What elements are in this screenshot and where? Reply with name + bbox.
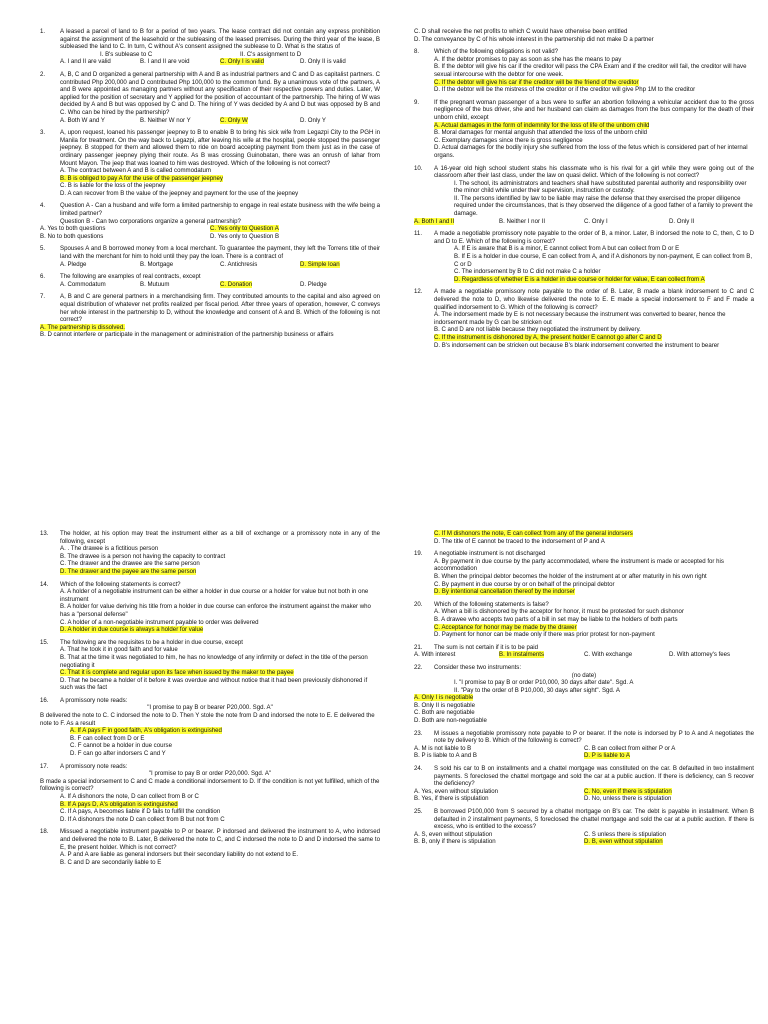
- question-text: A, upon request, loaned his passenger jeepney to B to enable B to bring his sick wife from Legazpi City to the PGH in Manila for treatment. On the way back to Legazpi, after leaving his wife at the hospital, people stopped the passenger jeepney. B stopped for them and allowed them to ride on board accepting payment from them just as in the case of ordinary passenger jeepney plying their route. As B was crossing Guinobatan, there was an onrush of lahar from Mount Mayon. The jeep that was loaned to him was destroyed. Which of the following is not correct?: [60, 129, 380, 167]
- instrument-one: I. "I promise to pay B or order P10,000, 30 days after date". Sgd. A: [454, 679, 634, 687]
- choice-c: C. F cannot be a holder in due course: [70, 742, 172, 750]
- choice-a: A. I and II are valid: [60, 58, 111, 66]
- choice-b: B. C and D are secondarily liable to E: [60, 858, 162, 866]
- choice-b: B. B, only if there is stipulation: [414, 838, 496, 846]
- choice-c-highlighted: C. Only W: [220, 116, 248, 124]
- choice-b-highlighted: B. If A pays D, A's obligation is extinguished: [60, 800, 178, 808]
- choice-a: A. If E is aware that B is a minor, E cannot collect from A but can collect from D or E: [454, 245, 680, 253]
- question-number: 15.: [40, 638, 49, 646]
- choice-d: D. Only II: [669, 217, 695, 225]
- choice-c: C. B can collect from either P or A: [584, 744, 676, 752]
- choice-a: A. If the debtor promises to pay as soon as she has the means to pay: [434, 55, 622, 63]
- question-number: 9.: [414, 98, 420, 106]
- question-22: [414, 664, 754, 725]
- choice-d-highlighted: D. B, even without stipulation: [584, 838, 663, 846]
- choice-b: B. Neither I nor II: [499, 217, 546, 225]
- choice-b: B. Mortgage: [140, 260, 174, 268]
- choice-b: B. That at the time it was negotiated to him, he has no knowledge of any infirmity or defect in the title of the person negotiating it: [60, 653, 368, 669]
- question-2: [40, 71, 380, 124]
- question-number: 13.: [40, 530, 49, 537]
- choice-a-highlighted: A. The partnership is dissolved.: [40, 323, 125, 331]
- choice-b: B. A drawee who accepts two parts of a bill in set may be liable to the holders of both parts: [434, 615, 678, 623]
- question-text: The following are the requisites to be a holder in due course, except: [60, 638, 243, 646]
- question-text: Which of the following obligations is not valid?: [434, 48, 558, 56]
- choice-b: B. When the principal debtor becomes the holder of the instrument at or after maturity in his own right: [434, 572, 707, 580]
- sub-item: II. C's assignment to D: [240, 50, 302, 58]
- choice-b: B. If E is a holder in due course, E can collect from A, and if A dishonors by non-payment, E can collect from B, C or D: [454, 253, 753, 268]
- choice-b: B. Mutuum: [140, 280, 170, 288]
- choice-d: D. Both are non-negotiable: [414, 717, 487, 725]
- choice-d: D. If the debtor will be the mistress of the creditor or if the creditor will give Php 1M to the creditor: [434, 86, 696, 94]
- choice-c-highlighted: C. No, even if there is stipulation: [584, 787, 672, 795]
- choice-d-highlighted: D. Simple loan: [300, 260, 340, 268]
- question-number: 7.: [40, 293, 46, 301]
- question-number: 17.: [40, 762, 49, 770]
- sub-item: Question B - Can two corporations organize a general partnership?: [60, 217, 241, 225]
- choice-c: C. A holder of a non-negotiable instrument payable to order was delivered: [60, 618, 259, 626]
- choice-a: A. Both W and Y: [60, 116, 105, 124]
- choice-d-highlighted: D. The drawer and the payee are the same person: [60, 567, 197, 575]
- choice-d: D. With attorney's fees: [669, 651, 731, 659]
- choice-b: B. Only II is negotiable: [414, 701, 475, 709]
- choice-a: A. Pledge: [60, 260, 87, 268]
- top-left-column: [40, 28, 380, 344]
- choice-a: A. S, even without stipulation: [414, 830, 493, 838]
- question-15: [40, 639, 380, 692]
- question-text: S sold his car to B on installments and a chattel mortgage was constituted on the car. B defaulted in two installment payments. S foreclosed the chattel mortgage and sold the car at a public auction. If there is deficiency, can S recover the deficiency?: [434, 765, 754, 788]
- choice-c: C. If A pays, A becomes liable if D fails to fulfill the condition: [60, 808, 221, 816]
- note-text: "I promise to pay B or order P20,000. Sgd. A": [148, 770, 272, 778]
- top-half: [0, 28, 768, 488]
- question-text: The sum is not certain if it is to be paid: [434, 643, 538, 651]
- choice-a: A. If A dishonors the note, D can collect from B or C: [60, 793, 199, 800]
- question-text: A, B and C are general partners in a merchandising firm. They contributed amounts to the capital and also agreed on equal distribution of whatever net profits realized per fiscal period. After three years of operation, however, C conveys her whole interest in the partnership to D, without the knowledge and consent of A and B. Which of the following is not correct?: [60, 293, 380, 324]
- question-20: [414, 601, 754, 639]
- choice-b: B. If the debtor will give his car if the creditor will pass the CPA Exam and if the creditor will fail, the creditor will have sexual intercourse with the debtor for one week.: [434, 63, 747, 78]
- question-text: A 16-year old high school student stabs his classmate who is his rival for a girl while they were going out of the classroom after their last class, under the law on quasi delict. Which of the following is not correct?: [434, 164, 754, 180]
- choice-b: B. F can collect from D or E: [70, 734, 145, 742]
- choice-c: C. Both are negotiable: [414, 709, 475, 717]
- choice-a: A. Yes to both questions: [40, 225, 106, 233]
- choice-a-highlighted: A. Actual damages in the form of indemnity for the loss of life of the unborn child: [434, 121, 650, 129]
- bottom-right-column: [414, 530, 754, 851]
- choice-a: A. Yes, even without stipulation: [414, 787, 499, 795]
- question-number: 2.: [40, 70, 46, 78]
- top-right-column: [414, 28, 754, 354]
- choice-b: B. Yes, if there is stipulation: [414, 795, 489, 803]
- question-text: Consider these two instruments:: [434, 663, 522, 671]
- choice-a: A. A holder of a negotiable instrument can be either a holder in due course or a holder for value but not both in one instrument: [60, 588, 369, 603]
- question-text: A made a negotiable promissory note payable to the order of B. Later, B made a blank indorsement to C and C delivered the note to D, who likewise delivered the note to E. E made a special indorsement to F and F made a qualified indorsement to G. Which of the following is correct?: [434, 288, 754, 311]
- question-17: [40, 763, 380, 824]
- choice-d-highlighted: D. P is liable to A: [584, 752, 630, 760]
- question-text: A promissory note reads:: [60, 762, 128, 770]
- choice-c-highlighted: C. If M dishonors the note, E can collect from any of the general indorsers: [434, 530, 633, 537]
- choice-a: A. That he took it in good faith and for value: [60, 646, 178, 654]
- choice-c-highlighted: C. Acceptance for honor may be made by the drawer: [434, 623, 577, 631]
- question-number: 6.: [40, 273, 46, 281]
- choice-d: D. Actual damages for the bodily injury she suffered from the loss of the fetus which is considered part of her internal organs.: [434, 144, 748, 159]
- choice-d: D. A can recover from B the value of the jeepney and payment for the use of the jeepney: [60, 189, 299, 197]
- question-23: [414, 730, 754, 760]
- question-number: 21.: [414, 643, 423, 651]
- choice-d: D. B's indorsement can be stricken out because B's blank indorsement converted the instrument to bearer: [434, 341, 720, 349]
- choice-a-highlighted: A. Both I and II: [414, 217, 455, 225]
- question-7: [40, 293, 380, 339]
- choice-d: D. The title of E cannot be traced to the indorsement of P and A: [434, 537, 605, 545]
- question-number: 18.: [40, 828, 49, 836]
- choice-c-highlighted: C. If the debtor will give his car if the creditor will be the friend of the creditor: [434, 78, 639, 86]
- question-number: 11.: [414, 230, 423, 238]
- question-4: [40, 202, 380, 240]
- choice-d: D. If A dishonors the note D can collect from B but not from C: [60, 815, 225, 823]
- choice-a: A. When a bill is dishonored by the acceptor for honor, it must be protested for such dishonor: [434, 608, 684, 616]
- choice-c-highlighted: C. Donation: [220, 280, 253, 288]
- choice-d: D. Pledge: [300, 280, 327, 288]
- choice-d: D. Yes only to Question B: [210, 232, 280, 240]
- choice-a: A. Commodatum: [60, 280, 106, 288]
- question-text: Question A - Can a husband and wife form a limited partnership to engage in real estate business with the wife being a limited partner?: [60, 202, 380, 218]
- question-19: [414, 550, 754, 596]
- question-text: Spouses A and B borrowed money from a local merchant. To guarantee the payment, they left the Torrens title of their land with the merchant for him to hold until they pay the loan. There is a contract of: [60, 245, 380, 261]
- choice-a-highlighted: A. If A pays F in good faith, A's obligation is extinguished: [70, 727, 222, 735]
- choice-a: A. With interest: [414, 651, 456, 659]
- question-text: Which of the following statements is false?: [434, 600, 549, 608]
- question-number: 5.: [40, 245, 46, 253]
- question-number: 22.: [414, 663, 423, 671]
- choice-b: B. A holder for value deriving his title from a holder in due course can enforce the instrument against the maker who has a "personal defense": [60, 603, 371, 618]
- choice-b: B. Neither W nor Y: [140, 116, 191, 124]
- choice-a: A. The contract between A and B is called commodatum: [60, 167, 211, 175]
- question-number: 10.: [414, 164, 423, 172]
- choice-d-highlighted: D. Regardless of whether E is a holder in due course or holder for value, E can collect from A: [454, 275, 705, 283]
- question-5: [40, 245, 380, 268]
- question-number: 12.: [414, 288, 423, 296]
- instrument-two: II. "Pay to the order of B P10,000, 30 days after sight". Sgd. A: [454, 686, 620, 694]
- choice-b: B. P is liable to A and B: [414, 752, 477, 760]
- question-number: 16.: [40, 696, 49, 704]
- choice-a-highlighted: A. Only I is negotiable: [414, 694, 474, 702]
- question-text: A, B, C and D organized a general partnership with A and B as industrial partners and C and D as capitalist partners. C contributed Php 200,000 and D contributed Php 100,000 to the common fund. By a unanimous vote of the partners, A and B were appointed as managing partners without any specification of their respective powers and duties. Later, W applied for the position of secretary and Y applied for the position of accountant of the partnership. The hiring of W was decided by A and B but was opposed by C and D. The hiring of Y was decided by A and D but was opposed by B and C. Who can be hired by the partnership?: [60, 70, 380, 116]
- question-text: The holder, at his option may treat the instrument either as a bill of exchange or a promissory note in any of the following, except: [60, 530, 380, 545]
- question-12: [414, 288, 754, 349]
- question-number: 19.: [414, 550, 423, 558]
- choice-d: D. That he became a holder of it before it was overdue and without notice that it had been previously dishonored if such was the fact: [60, 676, 368, 692]
- choice-c: C. The drawer and the drawee are the same person: [60, 560, 200, 568]
- choice-b: B. Moral damages for mental anguish that attended the loss of the unborn child: [434, 129, 648, 137]
- sub-item: II. The persons identified by law to be liable may raise the defense that they exercised the proper diligence required under the circumstances, that is they observed the diligence of a good father of a family to prevent the damage.: [454, 194, 753, 218]
- question-number: 4.: [40, 202, 46, 210]
- question-text: If the pregnant woman passenger of a bus were to suffer an abortion following a vehicular accident due to the gross negligence of the bus driver, she and her husband can claim as damages from the bus company for the death of their unborn child, except: [434, 98, 754, 121]
- choice-c: C. Antichresis: [220, 260, 258, 268]
- choice-c: C. By payment in due course by or on behalf of the principal debtor: [434, 580, 615, 588]
- question-8: [414, 48, 754, 94]
- choice-d-highlighted: D. A holder in due course is always a holder for value: [60, 626, 204, 634]
- question-number: 24.: [414, 765, 423, 773]
- choice-b-highlighted: B. B is obliged to pay A for the use of the passenger jeepney: [60, 174, 223, 182]
- choice-c: C. With exchange: [584, 651, 633, 659]
- question-number: 3.: [40, 129, 46, 137]
- choice-d: D. No, unless there is stipulation: [584, 795, 672, 803]
- choice-b: B. The drawee is a person not having the capacity to contract: [60, 552, 226, 560]
- question-number: 20.: [414, 600, 423, 608]
- question-18: [40, 828, 380, 866]
- choice-c-highlighted: C. That it is complete and regular upon its face when issued by the maker to the payee: [60, 669, 294, 677]
- choice-c: C. S unless there is stipulation: [584, 830, 666, 838]
- question-number: 8.: [414, 48, 420, 56]
- choice-c: C. D shall receive the net profits to which C would have otherwise been entitled: [414, 28, 628, 35]
- choice-d: D. The conveyance by C of his whole interest in the partnership did not make D a partner: [414, 35, 654, 43]
- choice-c: C. Only I: [584, 217, 608, 225]
- sub-item: I. The school, its administrators and teachers shall have substituted parental authority and responsibility over the minor child while under their supervision, instruction or custody.: [454, 179, 747, 195]
- sub-item: B delivered the note to C. C indorsed the note to D. Then Y stole the note from D and indorsed the note to E. E delivered the note to F. As a result: [40, 712, 375, 727]
- choice-b: B. D cannot interfere or participate in the management or administration of the partnership business or affairs: [40, 331, 334, 339]
- choice-a: A. . The drawee is a fictitious person: [60, 545, 159, 553]
- choice-d: D. Only II is valid: [300, 58, 346, 66]
- question-6: [40, 273, 380, 288]
- question-13: [40, 530, 380, 576]
- question-9: [414, 99, 754, 160]
- question-21: [414, 644, 754, 659]
- question-24: [414, 765, 754, 803]
- choice-b: B. No to both questions: [40, 232, 104, 240]
- choice-b: B. I and II are void: [140, 58, 190, 66]
- bottom-left-column: [40, 530, 380, 871]
- choice-c-highlighted: C. Only I is valid: [220, 58, 265, 66]
- choice-d: D. Only Y: [300, 116, 326, 124]
- choice-b: B. C and D are not liable because they negotiated the instrument by delivery.: [434, 326, 641, 334]
- sub-item: B made a special indorsement to C and C made a conditional indorsement to D. If the condition is not yet fulfilled, which of the following is correct?: [40, 777, 380, 793]
- question-text: The following are examples of real contracts, except: [60, 273, 201, 281]
- question-18-continued: [414, 530, 754, 545]
- bottom-half: [0, 530, 768, 1020]
- choice-d: D. Payment for honor can be made only if there was prior protest for non-payment: [434, 631, 655, 639]
- question-10: [414, 165, 754, 226]
- question-3: [40, 129, 380, 197]
- question-text: Missued a negotiable instrument payable to P or bearer. P indorsed and delivered the instrument to A, who indorsed and delivered the note to B. Later, B delivered the note to C, and C indorsed the note to D and D indorsed the same to E, the present holder. Which is not correct?: [60, 828, 380, 851]
- question-number: 14.: [40, 580, 49, 588]
- sub-item: I. B's sublease to C: [100, 50, 153, 58]
- question-25: [414, 808, 754, 846]
- choice-d-highlighted: D. By intentional cancellation thereof by the indorser: [434, 588, 575, 596]
- choice-a: A. M is not liable to B: [414, 744, 472, 752]
- choice-a: A. By payment in due course by the party accommodated, where the instrument is made or accepted for his accommodation: [434, 557, 724, 573]
- question-text: B borrowed P100,000 from S secured by a chattel mortgage on B's car. The debt is payable in installment. When B defaulted in 2 installment payments, S foreclosed the chattel mortgage and sold the car at a public auction. If there is excess, who is entitled to the excess?: [434, 808, 754, 831]
- choice-c-highlighted: C. If the instrument is dishonored by A, the present holder E cannot go after C and D: [434, 333, 662, 341]
- question-text: M issues a negotiable promissory note payable to P or bearer. If the note is indorsed by P to A and A negotiates the note by delivery to B. Which of the following is correct?: [434, 729, 754, 745]
- question-text: A promissory note reads:: [60, 696, 128, 704]
- question-text: A leased a parcel of land to B for a period of two years. The lease contract did not contain any express prohibition against the assignment of the leasehold or the subleasing of the leased premises. During the third year of the lease, B subleased the land to C. In turn, C without A's consent assigned the sublease to D. What is the status of: [60, 28, 380, 51]
- choice-c-highlighted: C. Yes only to Question A: [210, 225, 279, 233]
- question-16: [40, 697, 380, 758]
- question-text: A negotiable instrument is not discharged: [434, 550, 546, 558]
- note-text: "I promise to pay B or bearer P20,000. Sgd. A": [147, 704, 273, 712]
- question-number: 23.: [414, 729, 423, 737]
- choice-c: C. B is liable for the loss of the jeepney: [60, 182, 166, 190]
- question-14: [40, 581, 380, 634]
- question-7-continued: [414, 28, 754, 43]
- choice-c: C. Exemplary damages since there is gross negligence: [434, 136, 583, 144]
- choice-b-highlighted: B. In instalments: [499, 651, 545, 659]
- choice-a: A. The indorsement made by E is not necessary because the instrument was converted to bearer, hence the indorsement made by G can be stricken out: [434, 311, 726, 326]
- question-11: [414, 230, 754, 283]
- no-date-note: (no date): [571, 671, 597, 679]
- question-number: 25.: [414, 808, 423, 815]
- question-text: A made a negotiable promissory note payable to the order of B, a minor. Later, B indorsed the note to C, then, C to D and D to E. Which of the following is correct?: [434, 230, 754, 245]
- choice-a: A. P and A are liable as general indorsers but their secondary liability do not extend to E.: [60, 851, 299, 859]
- choice-d: D. F can go after indorsers C and Y: [70, 750, 166, 758]
- question-number: 1.: [40, 28, 46, 35]
- question-text: Which of the following statements is correct?: [60, 580, 181, 588]
- question-1: [40, 28, 380, 66]
- choice-c: C. The indorsement by B to C did not make C a holder: [454, 268, 601, 276]
